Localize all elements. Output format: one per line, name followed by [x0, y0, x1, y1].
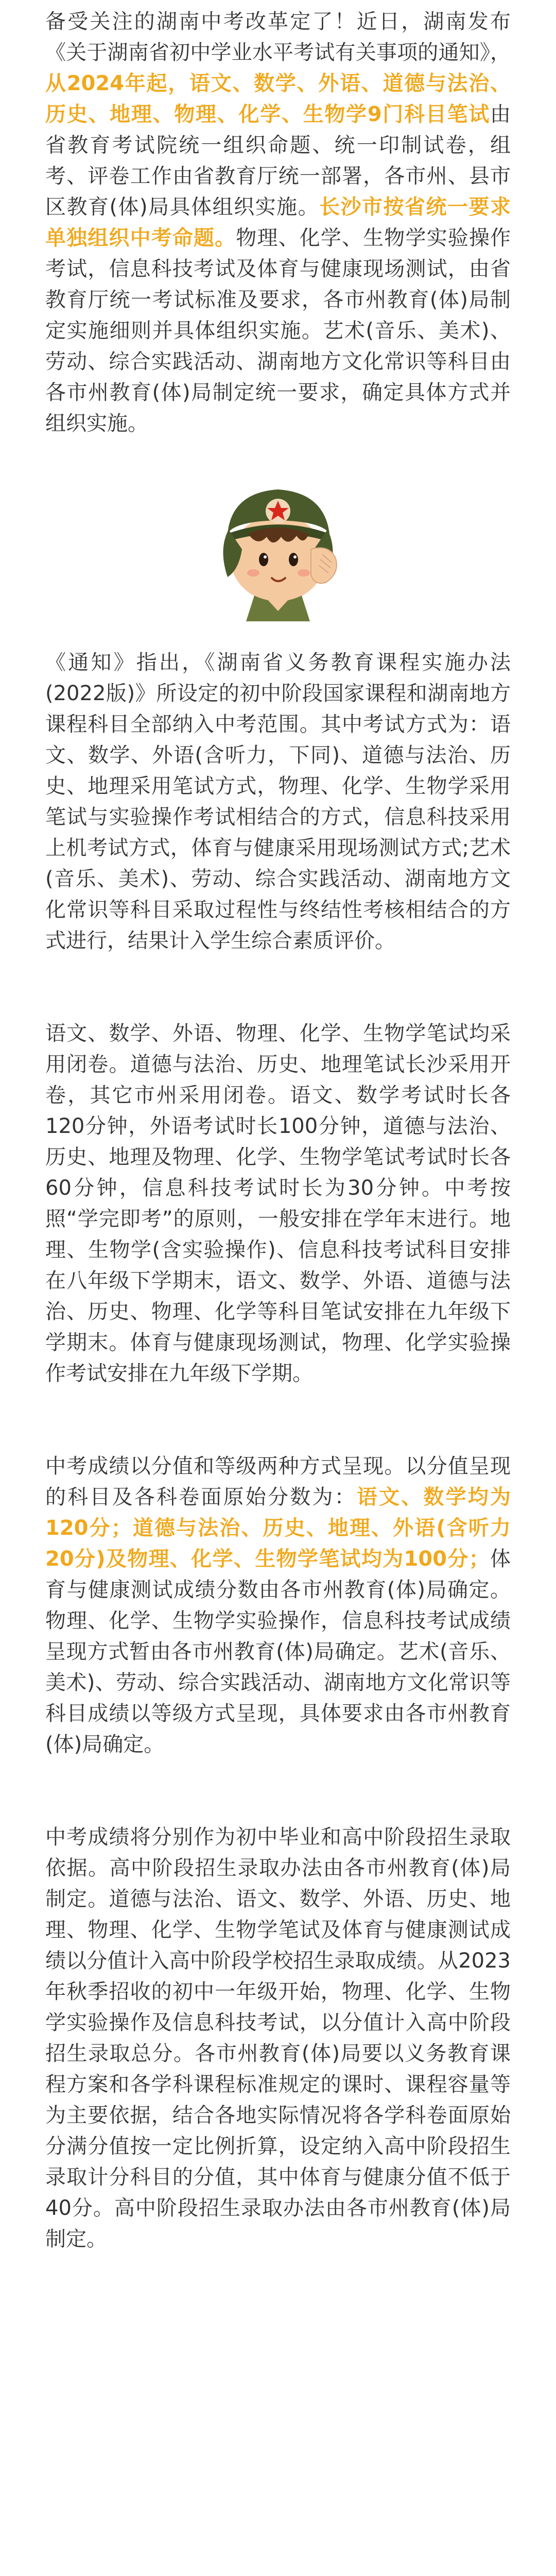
intro-text-2: 由省教育考试院统一组织命题、统一印制试卷，组考、评卷工作由省教育厅统一部署，各市州、县市区教育(体)局具体组织实施。	[45, 103, 511, 219]
paragraph-intro	[45, 6, 511, 439]
intro-text: 备受关注的湖南中考改革定了！近日，湖南发布《关于湖南省初中学业水平考试有关事项的通知》，	[45, 10, 511, 64]
paragraph-admission	[45, 1822, 511, 2255]
illustration	[45, 472, 511, 621]
paragraph-exam-format	[45, 1018, 511, 1389]
highlight-changsha: 长沙市按省统一要求单独组织中考命题。	[45, 195, 511, 250]
notice-text: 《通知》指出，《湖南省义务教育课程实施办法(2022版)》所设定的初中阶段国家课程和湖南地方课程科目全部纳入中考范围。其中考试方式为：语文、数学、外语(含听力，下同)、道德与法治、历史、地理采用笔试方式，物理、化学、生物学采用笔试与实验操作考试相结合的方式，信息科技采用上机考试方式，体育与健康采用现场测试方式;艺术(音乐、美术)、劳动、综合实践活动、湖南地方文化常识等科目采取过程性与终结性考核相结合的方式进行，结果计入学生综合素质评价。	[45, 651, 511, 953]
paragraph-notice	[45, 647, 511, 956]
highlight-subjects: 从2024年起，语文、数学、外语、道德与法治、历史、地理、物理、化学、生物学9门科目笔试	[45, 72, 511, 126]
scores-text-2: 体育与健康测试成绩分数由各市州教育(体)局确定。物理、化学、生物学实验操作，信息科技考试成绩呈现方式暂由各市州教育(体)局确定。艺术(音乐、美术)、劳动、综合实践活动、湖南地方文化常识等科目成绩以等级方式呈现，具体要求由各市州教育(体)局确定。	[45, 1547, 511, 1756]
exam-format-text: 语文、数学、外语、物理、化学、生物学笔试均采用闭卷。道德与法治、历史、地理笔试长沙采用开卷，其它市州采用闭卷。语文、数学考试时长各120分钟，外语考试时长100分钟，道德与法治、历史、地理及物理、化学、生物学笔试考试时长各60分钟，信息科技考试时长为30分钟。中考按照“学完即考”的原则，一般安排在学年末进行。地理、生物学(含实验操作)、信息科技考试科目安排在八年级下学期末，语文、数学、外语、道德与法治、历史、物理、化学等科目笔试安排在九年级下学期末。体育与健康现场测试，物理、化学实验操作考试安排在九年级下学期。	[45, 1022, 511, 1385]
scores-text: 中考成绩以分值和等级两种方式呈现。以分值呈现的科目及各科卷面原始分数为：	[45, 1454, 511, 1509]
admission-text: 中考成绩将分别作为初中毕业和高中阶段招生录取依据。高中阶段招生录取办法由各市州教育(体)局制定。道德与法治、语文、数学、外语、历史、地理、物理、化学、生物学笔试及体育与健康测试成绩以分值计入高中阶段学校招生录取成绩。从2023年秋季招收的初中一年级开始，物理、化学、生物学实验操作及信息科技考试，以分值计入高中阶段招生录取总分。各市州教育(体)局要以义务教育课程方案和各学科课程标准规定的课时、课程容量等为主要依据，结合各地实际情况将各学科卷面原始分满分值按一定比例折算，设定纳入高中阶段招生录取计分科目的分值，其中体育与健康分值不低于40分。高中阶段招生录取办法由各市州教育(体)局制定。	[45, 1825, 511, 2251]
highlight-scores: 语文、数学均为120分；道德与法治、历史、地理、外语(含听力20分)及物理、化学、生物学笔试均为100分；	[45, 1485, 511, 1571]
paragraph-scores	[45, 1451, 511, 1760]
soldier-cartoon-icon	[201, 472, 355, 621]
intro-text-3: 物理、化学、生物学实验操作考试，信息科技考试及体育与健康现场测试，由省教育厅统一考试标准及要求，各市州教育(体)局制定实施细则并具体组织实施。艺术(音乐、美术)、劳动、综合实践活动、湖南地方文化常识等科目由各市州教育(体)局制定统一要求，确定具体方式并组织实施。	[45, 226, 511, 435]
